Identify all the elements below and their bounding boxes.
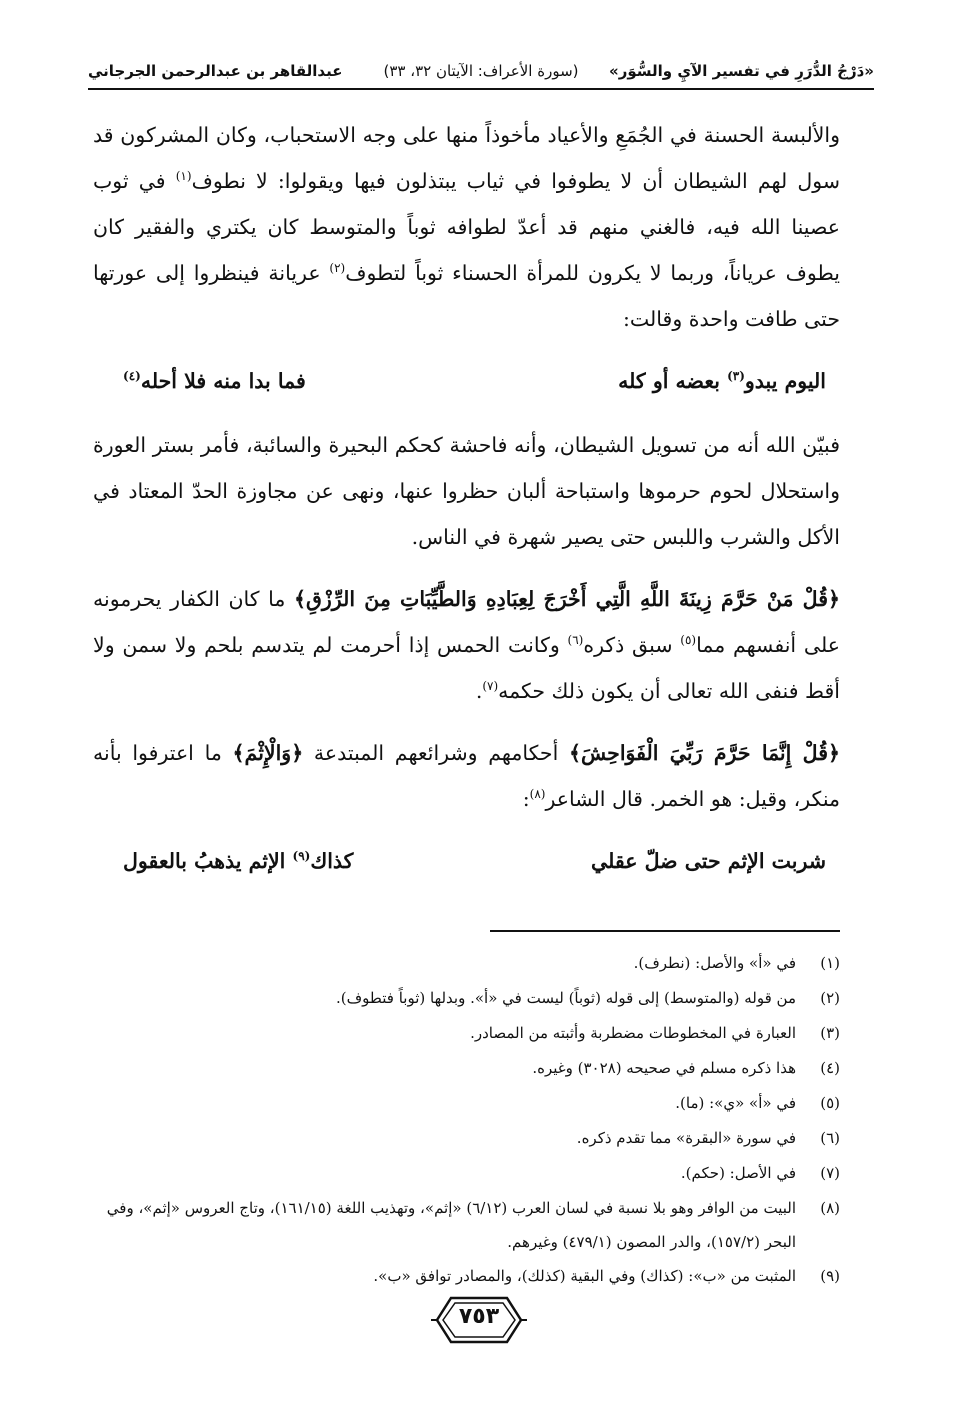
footnote-3 [93,1016,840,1051]
main-text [93,112,840,886]
footnote-number: (٤) [820,1059,840,1077]
footnote-text: هذا ذكره مسلم في صحيحه (٣٠٢٨) وغيره. [532,1059,796,1077]
footnote-number: (٢) [820,989,840,1007]
paragraph-3: ﴿قُلْ مَنْ حَرَّمَ زِينَةَ اللَّهِ الَّتِي أَخْرَجَ لِعِبَادِهِ وَالطَّيِّبَاتِ مِنَ الرِّزْقِ﴾ ما كان الكفار يحرمونه على أنفسهم مما$^{(٥)}$ سبق ذكره$^{(٦)}$ وكانت الحمس إذا أحرمت لم يتدسم بلحم ولا سمن ولا أقط فنفى الله تعالى أن يكون ذلك حكمه$^{(٧)}$. [93,587,841,703]
poetry-verse-1 [93,358,840,406]
footnote-6 [93,1121,840,1156]
footnote-8 [93,1191,840,1259]
verse-1-first-hemistich: اليوم يبدو$^{(٣)}$ بعضه أو كله [618,369,826,393]
header-surah-reference: (سورة الأعراف: الآيتان ٣٢، ٣٣) [383,62,579,80]
footnote-number: (١) [820,954,840,972]
page-number: ٧٥٣ [458,1304,500,1329]
footnote-ref-5: (٥) [680,633,697,648]
verse-2-first-hemistich: شربت الإثم حتى ضلّ عقلي [591,849,826,873]
footnote-number: (٨) [820,1199,840,1217]
footnote-5 [93,1086,840,1121]
footnote-ref-4: (٤) [123,369,141,384]
footnote-ref-8: (٨) [529,787,546,802]
paragraph-4: ﴿قُلْ إِنَّمَا حَرَّمَ رَبِّيَ الْفَوَاحِشَ﴾ أحكامهم وشرائعهم المبتدعة ﴿وَالْإِثْمَ﴾ ما اعترفوا بأنه منكر، وقيل: هو الخمر. قال الشاعر$^{(٨)}$: [93,741,841,811]
paragraph-2: فبيّن الله أنه من تسويل الشيطان، وأنه فاحشة كحكم البحيرة والسائبة، فأمر بستر العورة واستحلال لحوم حرموها واستباحة ألبان حظروا عنها، ونهى عن مجاوزة الحدّ المعتاد في الأكل والشرب واللبس حتى يصير شهرة في الناس. [93,433,840,549]
running-header [88,56,874,86]
footnote-divider [490,930,840,932]
footnote-9 [93,1259,840,1294]
footnotes [93,946,840,1294]
footnote-number: (٧) [820,1164,840,1182]
quran-quote-3: ﴿وَالْإِثْمَ﴾ [232,741,304,765]
footnote-number: (٩) [820,1267,840,1285]
page-number-ornament [429,1290,529,1350]
paragraph-1-text-b: في ثوب عصينا الله فيه، فالغني منهم قد أعدّ لطوافه ثوباً والمتوسط كان يكتري والفقير كان يطوف عرياناً، وربما لا يكرون للمرأة الحسناء ثوباً لتطوف [93,169,840,285]
footnote-text: في «أ» والأصل: (نطرف). [633,954,796,972]
footnote-ref-6: (٦) [567,633,584,648]
footnote-4 [93,1051,840,1086]
footnote-ref-3: (٣) [727,369,745,384]
footnote-2 [93,981,840,1016]
footnote-ref-7: (٧) [482,679,499,694]
paragraph-1-text-c: عريانة فينظروا إلى عورتها حتى طافت واحدة وقالت: [93,261,840,331]
header-book-title: «دَرْجُ الدُّرَرِ في تفسير الآيِ والسُّوَر» [609,62,874,80]
footnote-text: في الأصل: (حكم). [680,1164,796,1182]
header-divider [88,88,874,90]
verse-2-second-hemistich: كذاك$^{(٩)}$ الإثم يذهبُ بالعقول [123,849,354,873]
paragraph-1-text-a: والألبسة الحسنة في الجُمَعِ والأعياد مأخوذاً منها على وجه الاستحباب، وكان المشركون قد سول لهم الشيطان أن لا يطوفوا في ثياب يبتذلون فيها ويقولوا: لا نطوف [93,123,840,193]
footnote-number: (٦) [820,1129,840,1147]
footnote-text: البيت من الوافر وهو بلا نسبة في لسان العرب (٦/١٢) «إثم»، وتهذيب اللغة (١٦١/١٥)، وتاج العروس «إثم»، وفي البحر (١٥٧/٢)، والدر المصون (٤٧٩/١) وغيرهم. [106,1199,796,1251]
header-author-name: عبدالقاهر بن عبدالرحمن الجرجاني [88,62,343,80]
paragraph-1 [93,112,840,342]
footnote-number: (٥) [820,1094,840,1112]
footnote-ref-9: (٩) [292,849,311,864]
footnote-1 [93,946,840,981]
footnote-text: في سورة «البقرة» مما تقدم ذكره. [576,1129,796,1147]
verse-1-second-hemistich: فما بدا منه فلا أحله$^{(٤)}$ [123,369,306,393]
quran-quote-2: ﴿قُلْ إِنَّمَا حَرَّمَ رَبِّيَ الْفَوَاحِشَ﴾ [569,741,841,765]
footnote-7 [93,1156,840,1191]
footnote-number: (٣) [820,1024,840,1042]
quran-quote-1: ﴿قُلْ مَنْ حَرَّمَ زِينَةَ اللَّهِ الَّتِي أَخْرَجَ لِعِبَادِهِ وَالطَّيِّبَاتِ مِنَ الرِّزْقِ﴾ [293,587,841,611]
poetry-verse-2 [93,838,840,886]
footnote-text: في «أ» «ي»: (ما). [675,1094,796,1112]
footnote-ref-1: (١) [175,169,192,184]
footnote-text: المثبت من «ب»: (كذاك) وفي البقية (كذلك)، والمصادر توافق «ب». [373,1267,796,1285]
footnote-text: العبارة في المخطوطات مضطربة وأثبته من المصادر. [470,1024,796,1042]
footnote-text: من قوله (والمتوسط) إلى قوله (ثوباً) ليست في «أ». وبدلها (ثوباً فتطوف). [336,989,796,1007]
footnote-ref-2: (٢) [329,261,346,276]
